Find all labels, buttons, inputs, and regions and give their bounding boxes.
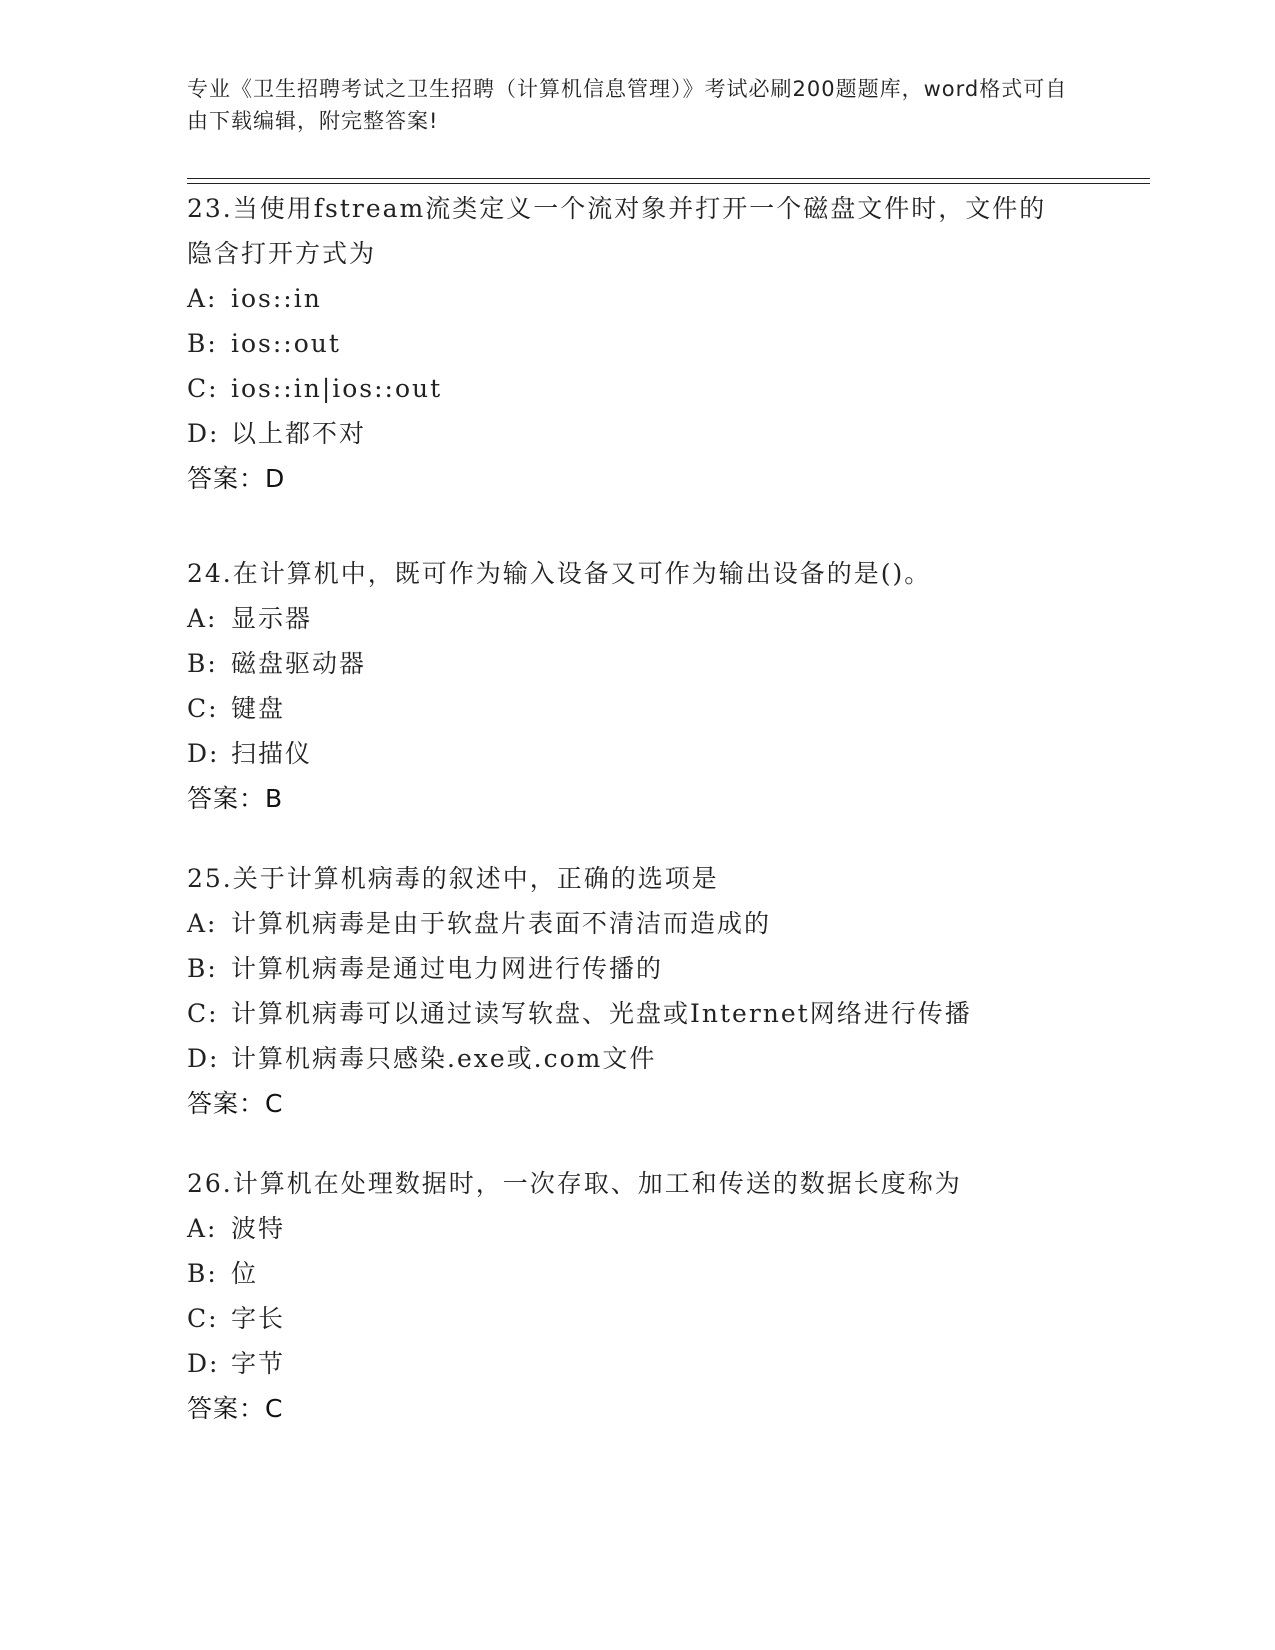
answer-line: 答案：C [187, 1089, 284, 1118]
option-d [187, 731, 1087, 776]
option-text: 波特 [231, 1214, 286, 1243]
option-letter: D: [187, 1349, 220, 1378]
option-letter: D: [187, 1044, 220, 1073]
option-c [187, 366, 1087, 411]
option-text: 字长 [231, 1304, 286, 1333]
option-text: ios::in|ios::out [231, 374, 443, 403]
option-text: 以上都不对 [231, 419, 367, 448]
option-a [187, 276, 1087, 321]
option-b [187, 1251, 1087, 1296]
option-letter: A: [187, 1214, 218, 1243]
option-text: 计算机病毒是由于软盘片表面不清洁而造成的 [231, 909, 772, 938]
option-letter: C: [187, 999, 219, 1028]
question-stem: 26.计算机在处理数据时，一次存取、加工和传送的数据长度称为 [187, 1169, 962, 1198]
header-divider-top [187, 178, 1150, 179]
option-text: 计算机病毒只感染.exe或.com文件 [231, 1044, 657, 1073]
option-text: 显示器 [231, 604, 313, 633]
option-letter: A: [187, 604, 218, 633]
question-26 [187, 1161, 1087, 1431]
option-d [187, 1036, 1087, 1081]
question-23 [187, 186, 1087, 501]
option-letter: C: [187, 1304, 219, 1333]
option-text: 磁盘驱动器 [231, 649, 367, 678]
option-text: ios::in [231, 284, 322, 313]
option-d [187, 411, 1087, 456]
option-text: 扫描仪 [231, 739, 313, 768]
option-letter: D: [187, 419, 220, 448]
option-text: 计算机病毒可以通过读写软盘、光盘或Internet网络进行传播 [231, 999, 972, 1028]
header-divider-bottom [187, 183, 1150, 184]
question-stem: 25.关于计算机病毒的叙述中，正确的选项是 [187, 864, 719, 893]
question-25 [187, 856, 1087, 1126]
option-b [187, 321, 1087, 366]
option-b [187, 641, 1087, 686]
option-letter: B: [187, 1259, 218, 1288]
answer-line: 答案：B [187, 784, 284, 813]
question-24 [187, 551, 1087, 821]
option-letter: B: [187, 649, 218, 678]
option-text: ios::out [231, 329, 341, 358]
answer-line: 答案：C [187, 1394, 284, 1423]
option-letter: B: [187, 329, 218, 358]
option-text: 字节 [231, 1349, 286, 1378]
option-c [187, 991, 1087, 1036]
option-d [187, 1341, 1087, 1386]
option-letter: C: [187, 374, 219, 403]
option-letter: A: [187, 909, 218, 938]
option-a [187, 1206, 1087, 1251]
option-c [187, 686, 1087, 731]
option-text: 位 [231, 1259, 259, 1288]
option-c [187, 1296, 1087, 1341]
option-letter: A: [187, 284, 218, 313]
question-stem: 24.在计算机中，既可作为输入设备又可作为输出设备的是()。 [187, 559, 932, 588]
answer-line: 答案：D [187, 464, 286, 493]
question-stem: 23.当使用fstream流类定义一个流对象并打开一个磁盘文件时，文件的隐含打开方式为 [187, 194, 1047, 268]
document-header: 专业《卫生招聘考试之卫生招聘（计算机信息管理）》考试必刷200题题库，word格式可自由下载编辑，附完整答案! [187, 77, 1068, 133]
option-b [187, 946, 1087, 991]
option-letter: B: [187, 954, 218, 983]
option-letter: D: [187, 739, 220, 768]
option-a [187, 901, 1087, 946]
option-text: 键盘 [231, 694, 286, 723]
option-a [187, 596, 1087, 641]
option-letter: C: [187, 694, 219, 723]
option-text: 计算机病毒是通过电力网进行传播的 [231, 954, 664, 983]
